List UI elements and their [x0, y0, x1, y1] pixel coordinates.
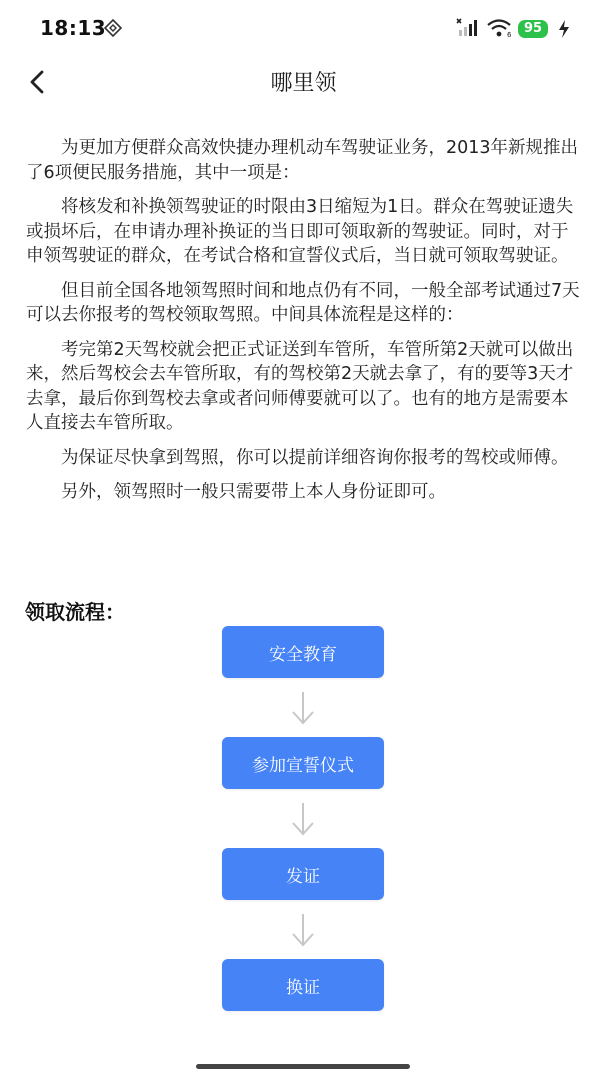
article-paragraph: 为更加方便群众高效快捷办理机动车驾驶证业务，2013年新规推出了6项便民服务措施，其中一项是： — [26, 138, 579, 183]
arrow-down-icon — [288, 910, 318, 950]
nfc-icon — [104, 19, 122, 37]
article-paragraph: 但目前全国各地领驾照时间和地点仍有不同，一般全部考试通过7天可以去你报考的驾校领取驾照。中间具体流程是这样的： — [26, 280, 580, 325]
pickup-flow — [222, 626, 384, 1011]
status-bar — [0, 0, 607, 56]
arrow-down-icon — [288, 688, 318, 728]
home-indicator[interactable] — [196, 1064, 410, 1069]
article-paragraph: 为保证尽快拿到驾照，你可以提前详细咨询你报考的驾校或师傅。 — [61, 447, 569, 468]
flow-arrow — [222, 678, 384, 737]
flow-section-title: 领取流程： — [25, 600, 125, 624]
article-body — [26, 136, 582, 515]
article-paragraph: 将核发和补换领驾驶证的时限由3日缩短为1日。群众在驾驶证遗失或损坏后，在申请办理补换证的当日即可领取新的驾驶证。同时，对于申领驾驶证的群众，在考试合格和宣誓仪式后，当日就可领取驾驶证。 — [26, 197, 574, 266]
status-time: 18:13 — [40, 16, 107, 40]
flow-step-safety-education[interactable]: 安全教育 — [222, 626, 384, 678]
flow-step-oath-ceremony[interactable]: 参加宣誓仪式 — [222, 737, 384, 789]
flow-step-issue-license[interactable]: 发证 — [222, 848, 384, 900]
header-bar — [0, 56, 607, 112]
battery-indicator: 95 — [518, 20, 548, 38]
arrow-down-icon — [288, 799, 318, 839]
page-title: 哪里领 — [270, 71, 337, 96]
flow-step-replace-license[interactable]: 换证 — [222, 959, 384, 1011]
article-paragraph: 另外，领驾照时一般只需要带上本人身份证即可。 — [61, 482, 446, 502]
article-paragraph: 考完第2天驾校就会把正式证送到车管所，车管所第2天就可以做出来，然后驾校会去车管所取，有的驾校第2天就去拿了，有的要等3天才去拿，最后你到驾校去拿或者问师傅要就可以了。也有的地方是需要本人直接去车管所取。 — [26, 339, 574, 433]
signal-icon — [456, 18, 482, 38]
wifi-icon — [486, 18, 514, 38]
flow-arrow — [222, 900, 384, 959]
charging-bolt-icon — [558, 19, 570, 39]
flow-arrow — [222, 789, 384, 848]
svg-text:6: 6 — [507, 31, 512, 38]
